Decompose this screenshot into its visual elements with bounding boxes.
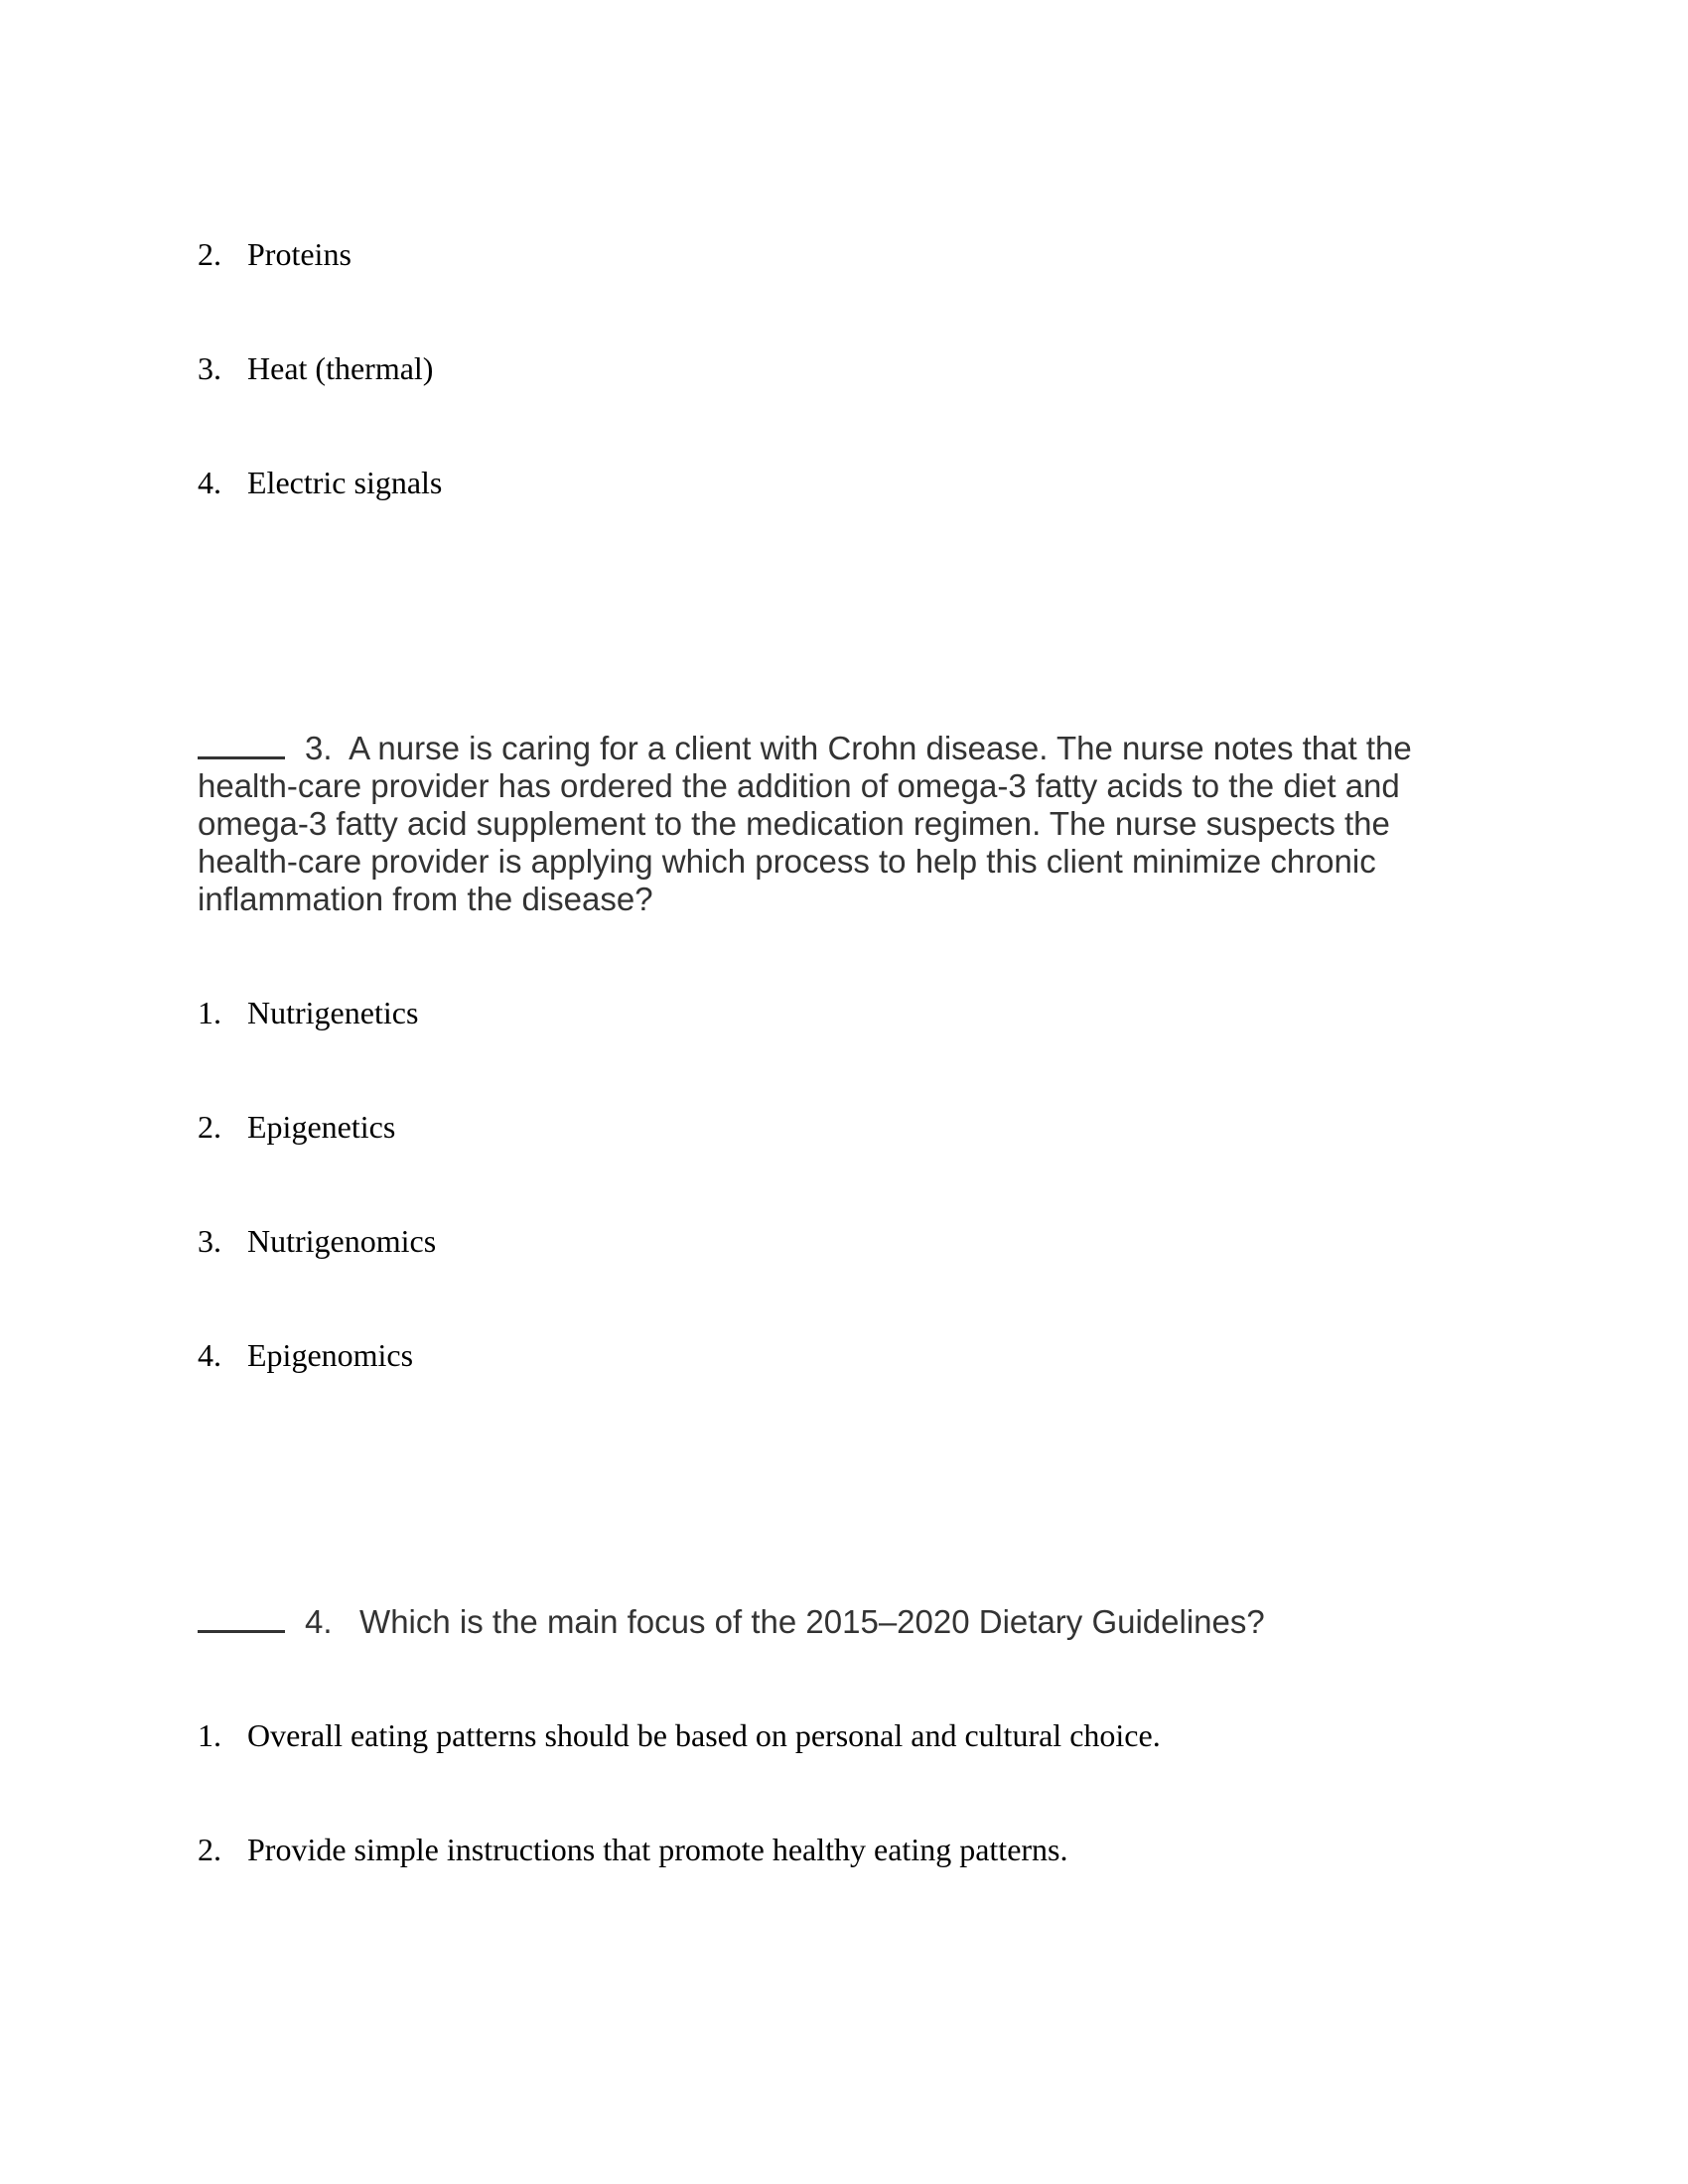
answer-blank[interactable] [198, 729, 285, 759]
option-text: Nutrigenetics [247, 995, 419, 1030]
option-text: Nutrigenomics [247, 1223, 437, 1259]
option-text: Electric signals [247, 465, 443, 500]
option-text: Provide simple instructions that promote healthy eating patterns. [247, 1832, 1068, 1867]
option-number: 2. [198, 236, 221, 272]
q3-option-4 [198, 1335, 413, 1375]
answer-blank[interactable] [198, 1602, 285, 1633]
question-4 [198, 1602, 1439, 1641]
q4-option-2 [198, 1830, 1068, 1869]
prev-option-3 [198, 348, 433, 388]
option-text: Heat (thermal) [247, 350, 434, 386]
question-number: 4. [305, 1603, 333, 1640]
option-number: 2. [198, 1832, 221, 1867]
option-text: Epigenetics [247, 1109, 396, 1145]
q4-option-1 [198, 1715, 1161, 1755]
option-number: 3. [198, 1223, 221, 1259]
question-number: 3. [305, 730, 333, 766]
question-text: Which is the main focus of the 2015–2020 Dietary Guidelines? [359, 1603, 1265, 1640]
option-text: Overall eating patterns should be based on personal and cultural choice. [247, 1717, 1161, 1753]
option-text: Epigenomics [247, 1337, 414, 1373]
option-number: 4. [198, 465, 221, 500]
q3-option-3 [198, 1221, 436, 1261]
prev-option-4 [198, 463, 442, 502]
option-number: 3. [198, 350, 221, 386]
option-number: 1. [198, 995, 221, 1030]
prev-option-2 [198, 234, 352, 274]
q3-option-1 [198, 993, 418, 1032]
option-number: 4. [198, 1337, 221, 1373]
question-text: A nurse is caring for a client with Crohn disease. The nurse notes that the health-care provider has ordered the addition of omega-3 fatty acids to the diet and omega-3 fatty acid supplement to the medication regimen. The nurse suspects the health-care provider is applying which process to help this client minimize chronic inflammation from the disease? [198, 730, 1412, 917]
option-number: 1. [198, 1717, 221, 1753]
question-3 [198, 729, 1439, 918]
option-number: 2. [198, 1109, 221, 1145]
q3-option-2 [198, 1107, 395, 1147]
option-text: Proteins [247, 236, 352, 272]
